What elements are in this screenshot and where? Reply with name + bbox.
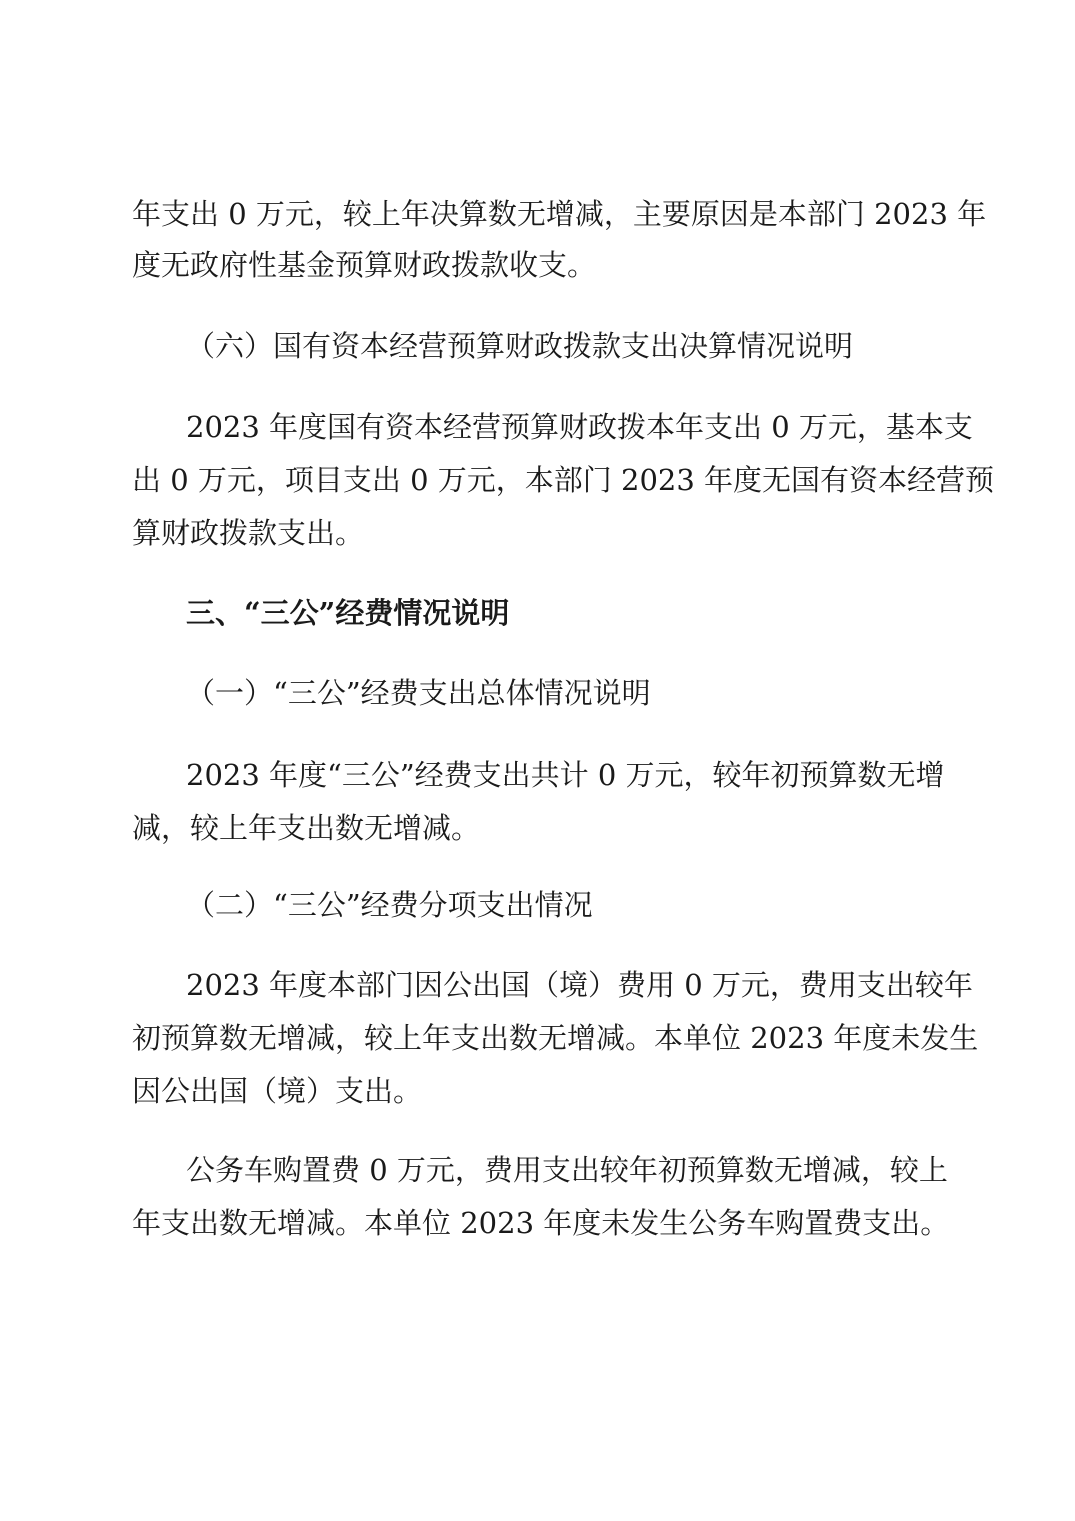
paragraph-line: 2023 年度本部门因公出国（境）费用 0 万元，费用支出较年 (186, 968, 973, 1002)
section-heading-six: （六）国有资本经营预算财政拨款支出决算情况说明 (186, 329, 854, 363)
chapter-heading-three: 三、“三公”经费情况说明 (186, 596, 510, 630)
paragraph-line: 初预算数无增减，较上年支出数无增减。本单位 2023 年度未发生 (132, 1021, 979, 1055)
paragraph-line: 2023 年度“三公”经费支出共计 0 万元，较年初预算数无增 (186, 758, 945, 792)
paragraph-line: 出 0 万元，项目支出 0 万元，本部门 2023 年度无国有资本经营预 (132, 463, 995, 497)
section-heading-two: （二）“三公”经费分项支出情况 (186, 888, 593, 922)
paragraph-line: 因公出国（境）支出。 (132, 1074, 423, 1108)
paragraph-line: 年支出 0 万元，较上年决算数无增减，主要原因是本部门 2023 年 (132, 197, 987, 231)
paragraph-line: 度无政府性基金预算财政拨款收支。 (132, 248, 597, 282)
paragraph-line: 算财政拨款支出。 (132, 516, 365, 550)
paragraph-line: 2023 年度国有资本经营预算财政拨本年支出 0 万元，基本支 (186, 410, 973, 444)
paragraph-line: 减，较上年支出数无增减。 (132, 811, 481, 845)
paragraph-line: 年支出数无增减。本单位 2023 年度未发生公务车购置费支出。 (132, 1206, 950, 1240)
paragraph-line: 公务车购置费 0 万元，费用支出较年初预算数无增减，较上 (186, 1153, 948, 1187)
section-heading-one: （一）“三公”经费支出总体情况说明 (186, 676, 651, 710)
